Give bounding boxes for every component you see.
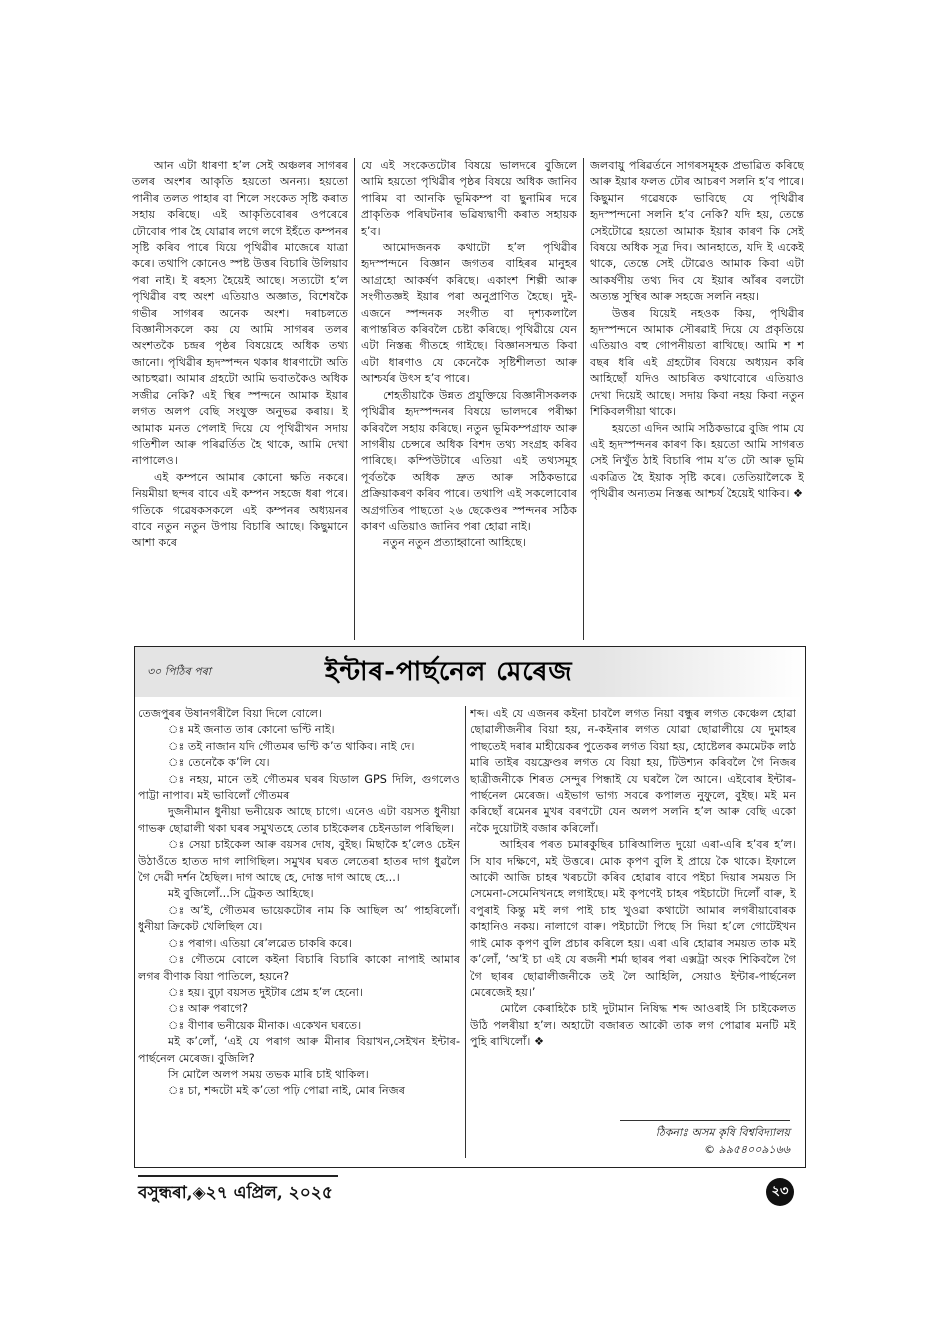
paragraph: দুজনীমান ধুনীয়া ভনীয়েক আছে চাগে। এনেও এটা বয়সত ধুনীয়া গাভৰু ছোৱালী থকা ঘৰৰ সমুখতহে তোৰ চাইকেলৰ চেইনডাল পৰিছিল। xyxy=(138,805,460,835)
column-divider xyxy=(583,158,584,640)
banner-fade xyxy=(595,647,804,697)
paragraph: আমোদজনক কথাটো হ’ল পৃথিৱীৰ হৃদস্পন্দনে বিজ্ঞান জগতৰ বাহিৰৰ মানুহৰ আগ্ৰহো আকৰ্ষণ কৰিছে। একাংশ শিল্পী আৰু সংগীতজ্ঞই ইয়াৰ পৰা অনুপ্ৰাণিত হৈছে। দুই-এজনে স্পন্দনক সংগীত বা দৃশ্যকলালৈ ৰূপান্তৰিত কৰিবলৈ চেষ্টা কৰিছে। পৃথিৱীয়ে যেন এটা নিস্তব্ধ গীতহে গাইছে। বিজ্ঞানসন্মত কিবা এটা ধাৰণাও যে কেনেকৈ সৃষ্টিশীলতা আৰু আশ্চৰ্যৰ উৎস হ’ব পাৰে। xyxy=(361,241,577,386)
magazine-name: বসুন্ধৰা, xyxy=(138,1183,193,1203)
paragraph: মোলৈ কেৰাহিকৈ চাই দুটামান নিষিদ্ধ শব্দ আওৰাই সি চাইকেলত উঠি পলৰীয়া হ’ল। অহাটো বজাৰত আকৌ তাক লগ পোৱাৰ মনটি মই পুহি ৰাখিলোঁ। ❖ xyxy=(470,1002,796,1049)
paragraph: মই ক’লোঁ, ‘এই যে পৰাগ আৰু মীনাৰ বিয়াখন,সেইখন ইন্টাৰ-পাৰ্ছনেল মেৰেজ। বুজিলি? xyxy=(138,1035,460,1065)
paragraph: এই কম্পনে আমাৰ কোনো ক্ষতি নকৰে। নিয়মীয়া ছন্দৰ বাবে এই কম্পন সহজে ধৰা পৰে। গতিকে গৱেষকসকলে এই কম্পনৰ অধ্যয়নৰ বাবে নতুন নতুন উপায় বিচাৰি আছে। কিছুমানে আশা কৰে xyxy=(132,470,348,550)
paragraph: আন এটা ধাৰণা হ’ল সেই অঞ্চলৰ সাগৰৰ তলৰ অংশৰ আকৃতি হয়তো অনন্য। হয়তো পানীৰ তলত পাহাৰ বা শিলে সংকেত সৃষ্টি কৰাত সহায় কৰিছে। এই আকৃতিবোৰৰ ওপৰেৰে ঢৌবোৰ পাৰ হৈ যোৱাৰ লগে লগে ইহঁতে কম্পনৰ সৃষ্টি কৰিব পাৰে যিয়ে পৃথিৱীৰ মাজেৰে যাত্ৰা কৰে। তথাপি কোনেও স্পষ্ট উত্তৰ বিচাৰি উলিয়াব পৰা নাই। ই ৰহস্য হৈয়েই আছে। সত্যটো হ’ল পৃথিৱীৰ বহু অংশ এতিয়াও অজ্ঞাত, বিশেষকৈ গভীৰ সাগৰৰ অনেক অংশ। দৰাচলতে বিজ্ঞানীসকলে কয় যে আমি সাগৰৰ তলৰ অংশতকৈ চন্দ্ৰৰ পৃষ্ঠৰ বিষয়েহে অধিক তথ্য জানো। পৃথিৱীৰ হৃদস্পন্দন থকাৰ ধাৰণাটো অতি আচহুৱা। আমাৰ গ্ৰহটো আমি ভবাতকৈও অধিক সজীৱ নেকি? এই স্থিৰ স্পন্দনে আমাক ইয়াৰ লগত অলপ বেছি সংযুক্ত অনুভৱ কৰায়। ই আমাক মনত পেলাই দিয়ে যে পৃথিৱীখন সদায় গতিশীল আৰু পৰিৱৰ্তিত হৈ থাকে, আমি দেখা নাপালেও। xyxy=(132,159,348,468)
address-line: ঠিকনাঃ অসম কৃষি বিশ্ববিদ্যালয় xyxy=(655,1126,790,1139)
paragraph: নতুন নতুন প্ৰত্যাহ্বানো আহিছে। xyxy=(383,536,526,550)
story-column-1 xyxy=(138,706,460,1164)
paragraph: ঃ অ’ই, গৌতমৰ ভায়েকটোৰ নাম কি আছিল অ’ পাহৰিলোঁ। ধুনীয়া ক্ৰিকেট খেলিছিল যে। xyxy=(138,903,460,934)
paragraph: ঃ আৰু পৰাগে? xyxy=(168,1002,248,1016)
story-column-2 xyxy=(470,706,796,1106)
footer-rule xyxy=(138,1175,338,1177)
paragraph: ঃ তই নাজান যদি গৌতমৰ ভণ্টি ক’ত থাকিব। নাই দে। xyxy=(168,739,415,753)
paragraph: ঃ পৰাগ। এতিয়া ৰে’লৱেত চাকৰি কৰে। xyxy=(168,936,353,950)
paragraph: হয়তো এদিন আমি সঠিকভাৱে বুজি পাম যে এই হৃদস্পন্দনৰ কাৰণ কি। হয়তো আমি সাগৰত সেই নিখুঁত ঠাই বিচাৰি পাম য’ত ঢৌ আৰু ভূমি একত্ৰিত হৈ ইয়াক সৃষ্টি কৰে। তেতিয়ালৈকে ই পৃথিৱীৰ অন্যতম নিস্তব্ধ আশ্চৰ্য হৈয়েই থাকিব। ❖ xyxy=(590,421,804,501)
column-divider xyxy=(465,706,466,1158)
paragraph: ঃ নহয়, মানে তই গৌতমৰ ঘৰৰ যিডাল GPS দিলি, গুগলেও পাট্টা নাপাব। মই ভাবিলোঁ গৌতমৰ xyxy=(138,772,460,803)
page-number: ২৩ xyxy=(766,1178,794,1206)
article-column-1 xyxy=(132,158,348,643)
paragraph: তেজপুৰৰ উষানগৰীলৈ বিয়া দিলে বোলে। xyxy=(138,707,323,720)
paragraph: আহিবৰ পৰত চমাৰকুছিৰ চাৰিআলিত দুয়ো এৰা-এৰি হ’বৰ হ’ল। সি যাব দক্ষিণে, মই উত্তৰে। মোক কৃপণ বুলি ই প্ৰায়ে কৈ থাকে। ইফালে আকৌ আজি চাহৰ খৰচটো কৰিব হোৱাৰ বাবে পইচা দিয়াৰ সময়ত সি সেমেনা-সেমেনিখনহে লগাইছে। মই কৃপণেই চাহৰ পইচাটো দিলোঁ বাৰু, ই বপুৰাই কিন্তু মই লগ পাই চাহ খুওৱা কথাটো আমাৰ লগৰীয়াবোৰক কাহানিও নকয়। নালাগে বাৰু। পইচাটো পিছে সি দিয়া হ’লে গোটেইখন গাই মোক কৃপণ বুলি প্ৰচাৰ কৰিলে হয়। এৰা এৰি হোৱাৰ সময়ত তাক মই ক’লোঁ, ‘অ’ই চা এই যে ৰজনী শৰ্মা ছাৰৰ পৰা এক্সট্ৰা অংক শিকিবলৈ গৈ গৈ ছাৰৰ ছোৱালীজনীকে তই লৈ আহিলি, সেয়াও ইন্টাৰ-পাৰ্ছনেল মেৰেজেই হয়।’ xyxy=(470,838,796,999)
issue-date: ◈২৭ এপ্ৰিল, ২০২৫ xyxy=(192,1183,333,1203)
paragraph: ঃ বীণাৰ ভনীয়েক মীনাক। একেখন ঘৰতে। xyxy=(168,1018,362,1032)
paragraph: ঃ মই জনাত তাৰ কোনো ভণ্টি নাই। xyxy=(168,723,335,737)
paragraph: ঃ হয়। বুঢ়া বয়সত দুইটাৰ প্ৰেম হ’ল হেনো। xyxy=(168,985,364,999)
paragraph: যে এই সংকেতটোৰ বিষয়ে ভালদৰে বুজিলে আমি হয়তো পৃথিৱীৰ পৃষ্ঠৰ বিষয়ে অধিক জানিব পাৰিম বা আনকি ভূমিকম্প বা ছুনামিৰ দৰে প্ৰাকৃতিক পৰিঘটনাৰ ভৱিষ্যদ্বাণী কৰাত সহায়ক হ’ব। xyxy=(361,159,577,238)
author-address xyxy=(560,1124,790,1158)
phone-line: © ৯৯৫৪০০৯১৬৬ xyxy=(704,1143,790,1156)
paragraph: ঃ চা, শব্দটো মই ক’তো পঢ়ি পোৱা নাই, মোৰ নিজৰ xyxy=(168,1084,406,1098)
article-column-3 xyxy=(590,158,804,643)
article-column-2 xyxy=(361,158,577,643)
paragraph: মই বুজিলোঁ...সি ট্ৰেকত আহিছে। xyxy=(168,887,314,901)
column-divider xyxy=(354,158,355,640)
paragraph: সি মোলৈ অলপ সময় তভক মাৰি চাই থাকিল। xyxy=(168,1067,369,1081)
story-title: ইন্টাৰ-পাৰ্ছনেল মেৰেজ xyxy=(325,657,573,687)
continued-from-ref: ৩০ পিঠিৰ পৰা xyxy=(147,665,211,678)
paragraph: ঃ গৌতমে বোলে কইনা বিচাৰি বিচাৰি কাকো নাপাই আমাৰ লগৰ বীণাক বিয়া পাতিলে, হয়নে? xyxy=(138,953,460,983)
paragraph: জলবায়ু পৰিৱৰ্তনে সাগৰসমূহক প্ৰভাৱিত কৰিছে আৰু ইয়াৰ ফলত ঢৌৰ আচৰণ সলনি হ’ব পাৰে। কিছুমান গৱেষকে ভাবিছে যে পৃথিৱীৰ হৃদস্পন্দনো সলনি হ’ব নেকি? যদি হয়, তেন্তে সেইটোৱে হয়তো আমাক ইয়াৰ কাৰণ কি সেই বিষয়ে অধিক সূত্ৰ দিব। আনহাতে, যদি ই একেই থাকে, তেন্তে সেই টোৱেও আমাক কিবা এটা আকৰ্ষণীয় তথ্য দিব যে ইয়াৰ আঁৰৰ বলটো অত্যন্ত সুস্থিৰ আৰু সহজে সলনি নহয়। xyxy=(590,159,804,304)
paragraph: উত্তৰ যিয়েই নহওক কিয়, পৃথিৱীৰ হৃদস্পন্দনে আমাক সৌৰৱাই দিয়ে যে প্ৰকৃতিয়ে এতিয়াও বহু গোপনীয়তা ৰাখিছে। আমি শ শ বছৰ ধৰি এই গ্ৰহটোৰ বিষয়ে অধ্যয়ন কৰি আহিছোঁ যদিও আচৰিত কথাবোৰে এতিয়াও দেখা দিয়েই আছে। সদায় কিবা নহয় কিবা নতুন শিকিবলগীয়া থাকে। xyxy=(590,306,804,419)
paragraph: ঃ তেনেকৈ ক’লি যে। xyxy=(168,756,270,770)
address-rule xyxy=(620,1120,790,1121)
paragraph: ঃ সেয়া চাইকেল আৰু বয়সৰ দোষ, বুইছ। মিছাকৈ হ’লেও চেইন উঠাওঁতে হাতত দাগ লাগিছিল। সমুখৰ ঘৰত লেতেৰা হাতৰ দাগ ধুৱলৈ গৈ দেৱী দৰ্শন হৈছিল। দাগ আছে হে, দোস্ত দাগ আছে হে...। xyxy=(138,838,460,885)
paragraph: শেহতীয়াকৈ উন্নত প্ৰযুক্তিয়ে বিজ্ঞানীসকলক পৃথিৱীৰ হৃদস্পন্দনৰ বিষয়ে ভালদৰে পৰীক্ষা কৰিবলৈ সহায় কৰিছে। নতুন ভূমিকম্পগ্ৰাফ আৰু সাগৰীয় চেন্সৰে অধিক বিশদ তথ্য সংগ্ৰহ কৰিব পাৰিছে। কম্পিউটাৰে এতিয়া এই তথ্যসমূহ পূৰ্বতকৈ অধিক দ্ৰুত আৰু সঠিকভাৱে প্ৰক্ৰিয়াকৰণ কৰিব পাৰে। তথাপি এই সকলোবোৰ অগ্ৰগতিৰ পাছতো ২৬ ছেকেণ্ডৰ স্পন্দনৰ সঠিক কাৰণ এতিয়াও জানিব পৰা হোৱা নাই। xyxy=(361,388,577,533)
paragraph: শব্দ। এই যে এজনৰ কইনা চাবলৈ লগত নিয়া বন্ধুৰ লগত কেঞ্চেল হোৱা ছোৱালীজনীৰ বিয়া হয়, ন-কইনাৰ লগত যোৱা ছোৱালীয়ে যে দুমাহৰ পাছতেই দৰাৰ মাহীয়েকৰ পুতেকৰ লগত বিয়া হয়, হোষ্টেলৰ কমমেটক লাঠ মাৰি তাইৰ বয়ফ্ৰেণ্ডৰ লগত যে বিয়া হয়, টিউশ্যন কৰিবলৈ গৈ নিজৰ ছাত্ৰীজনীকে শিৰত সেন্দুৰ পিন্ধাই যে ঘৰলৈ লৈ আনে। এইবোৰ ইন্টাৰ-পাৰ্ছনেল মেৰেজ। এইভাগ ভাগ্য সবৰে কপালত নুফুলে, বুইছ। মই মন কৰিছোঁ ৰমেনৰ মুখৰ বৰণটো যেন অলপ সলনি হ’ল আৰু বেছি একো নকৈ দুয়োটাই বজাৰ কৰিলোঁ। xyxy=(470,707,796,835)
footer-masthead xyxy=(138,1180,333,1208)
